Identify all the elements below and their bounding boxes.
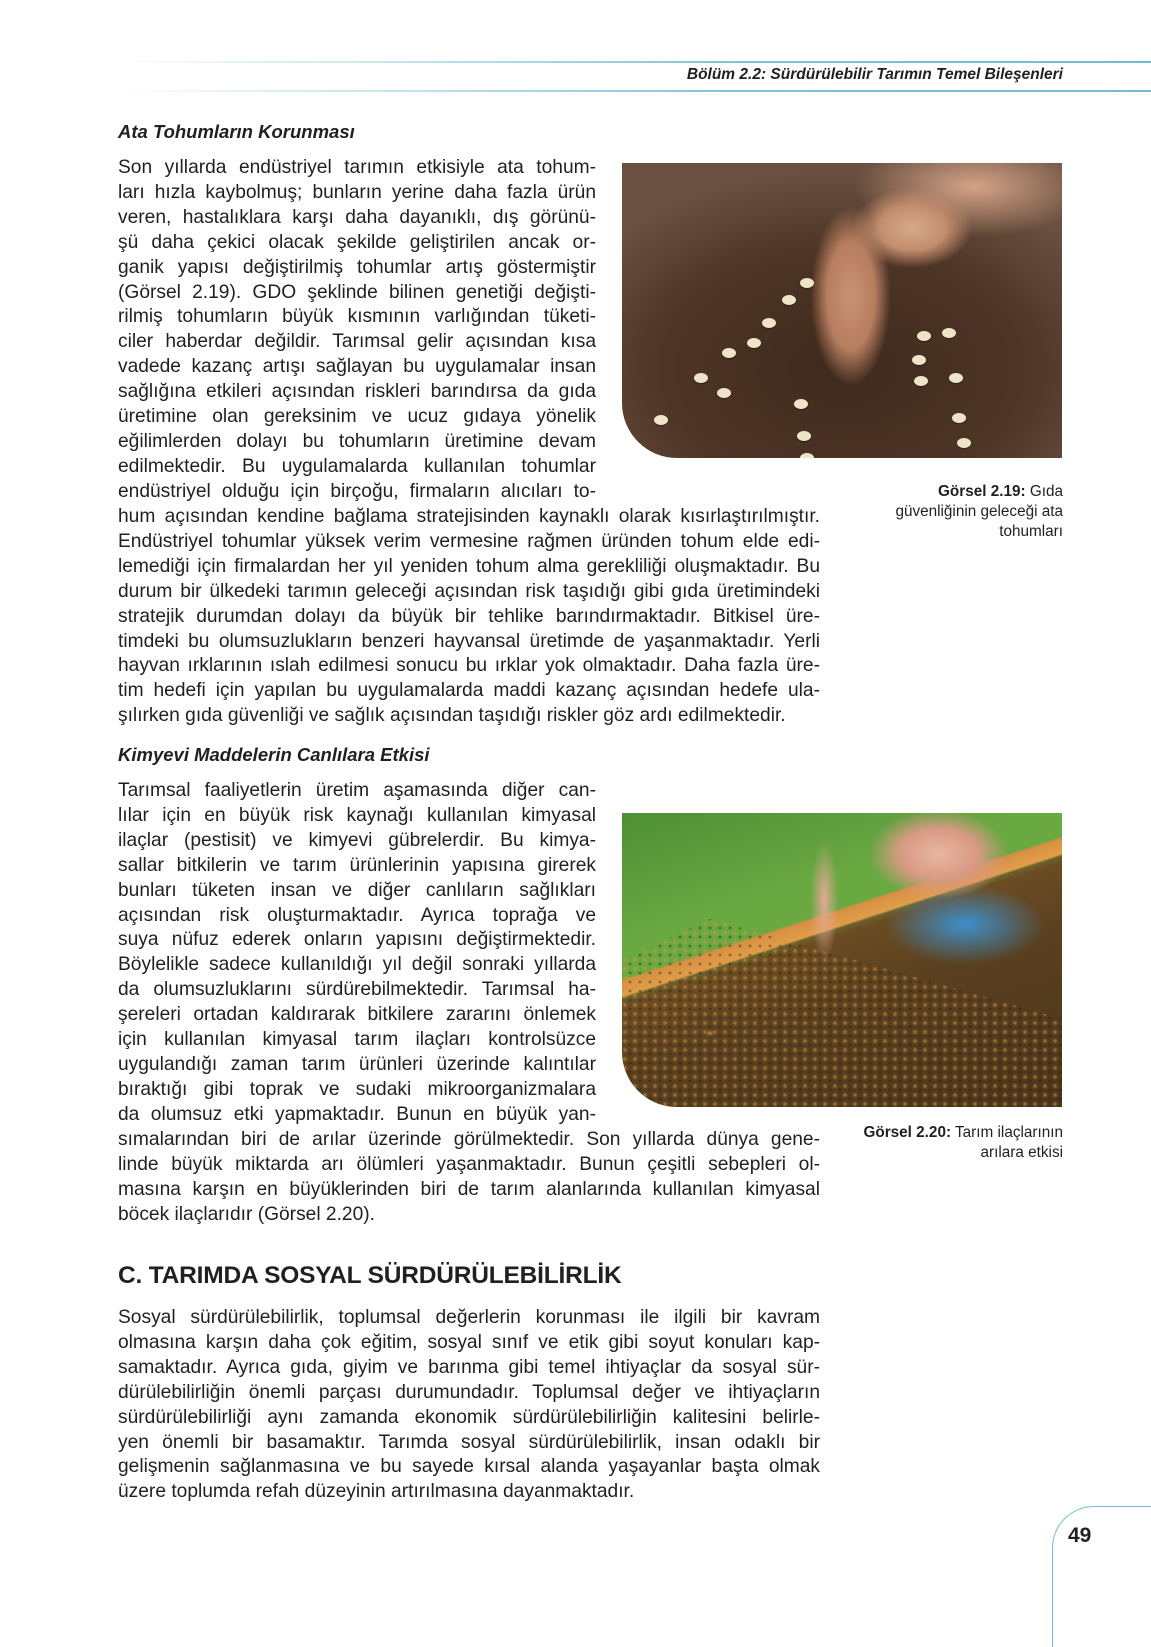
header-rule-top <box>120 61 1151 63</box>
text-line: ganik yapısı değiştirilmiş tohumlar artış göstermiştir <box>118 256 596 278</box>
section1-paragraph-wide <box>118 505 820 729</box>
text-line: hum açısından kendine bağlama stratejisinden kaynaklı olarak kısırlaştırılmıştır. <box>118 506 820 527</box>
caption-text: arılara etkisi <box>980 1144 1063 1161</box>
section-heading-ata-tohumlar: Ata Tohumların Korunması <box>118 121 355 142</box>
text-line: vadede kazanç artışı sağlayan bu uygulamalar insan <box>118 356 596 378</box>
text-line: Tarımsal faaliyetlerin üretim aşamasında diğer can- <box>118 780 596 801</box>
text-line: Son yıllarda endüstriyel tarımın etkisiyle ata tohum- <box>118 157 596 178</box>
header-rule-bottom <box>120 90 1151 92</box>
text-line: bunları tüketen insan ve diğer canlıların sağlıkları <box>118 879 596 901</box>
text-line: Böylelikle sadece kullanıldığı yıl değil sonraki yıllarda <box>118 954 596 976</box>
text-line: tim hedefi için yapılan bu uygulamalarda maddi kazanç açısından hedefe ula- <box>118 680 820 702</box>
bees-texture <box>622 813 1062 1107</box>
text-line: masına karşın en büyüklerinden biri de tarım alanlarında kullanılan kimyasal <box>118 1178 820 1200</box>
text-line: linde büyük miktarda arı ölümleri yaşanmaktadır. Bunun çeşitli sebepleri ol- <box>118 1153 820 1175</box>
text-line: gelişmenin sağlanmasına ve bu sayede kırsal alanda yaşayanlar başta olmak <box>118 1456 820 1478</box>
page-number-frame <box>1052 1506 1151 1647</box>
text-line: sağlığına etkileri açısından riskleri barındırsa da gıda <box>118 381 596 403</box>
text-line: için kullanılan kimyasal tarım ilaçları kontrolsüzce <box>118 1029 596 1051</box>
figure-2-20-bees-image <box>622 813 1062 1107</box>
text-line: timdeki bu olumsuzlukların benzeri hayvansal üretimde de yaşanmaktadır. Yerli <box>118 630 820 652</box>
text-line: şü daha çekici olacak şekilde geliştirilen ancak or- <box>118 231 596 253</box>
section3-paragraph <box>118 1306 820 1505</box>
text-line: stratejik durumdan dolayı da büyük bir tehlike barındırmaktadır. Bitkisel üre- <box>118 605 820 627</box>
text-line: ilaçlar (pestisit) ve kimyevi gübrelerdir. Bu kimya- <box>118 829 596 851</box>
section-title-sosyal-surdurulebilirlik: C. TARIMDA SOSYAL SÜRDÜRÜLEBİLİRLİK <box>118 1262 622 1289</box>
chapter-title: Bölüm 2.2: Sürdürülebilir Tarımın Temel Bileşenleri <box>686 66 1063 83</box>
page-number: 49 <box>1068 1524 1092 1547</box>
text-line: edilmektedir. Bu uygulamalarda kullanılan tohumlar <box>118 455 596 477</box>
section1-paragraph-narrow <box>118 156 596 505</box>
text-line: suya nüfuz ederek onların yapısını değiştirmektedir. <box>118 929 596 951</box>
caption-label: Görsel 2.19: <box>938 483 1026 500</box>
text-line: dürülebilirliğin önemli parçası durumundadır. Toplumsal değer ve ihtiyaçların <box>118 1381 820 1403</box>
text-line: endüstriyel olduğu için birçoğu, firmaların alıcıları to- <box>118 480 596 502</box>
caption-text: tohumları <box>999 523 1063 540</box>
text-line: üzere toplumda refah düzeyinin artırılmasına dayanmaktadır. <box>118 1481 635 1503</box>
text-line: şılırken gıda güvenliği ve sağlık açısından taşıdığı riskler göz ardı edilmektedir. <box>118 705 786 727</box>
text-line: şereleri ortadan kaldırarak bitkilere zararını önlemek <box>118 1004 596 1026</box>
text-line: yen önemli bir basamaktır. Tarımda sosyal sürdürülebilirlik, insan odaklı bir <box>118 1431 820 1453</box>
text-line: da olumsuzluklarını sürdürebilmektedir. Tarımsal ha- <box>118 979 596 1001</box>
text-line: veren, hastalıklara karşı daha dayanıklı, dış görünü- <box>118 206 596 228</box>
text-line: rilmiş tohumların büyük kısmının varlığından tüketi- <box>118 306 596 328</box>
caption-label: Görsel 2.20: <box>863 1124 952 1141</box>
text-line: ciler haberdar değildir. Tarımsal gelir açısından kısa <box>118 331 596 353</box>
section2-paragraph-wide <box>118 1128 820 1228</box>
text-line: lemediği için firmalardan her yıl yeniden tohum alma gerekliliği oluşmaktadır. Bu <box>118 555 820 577</box>
text-line: olmasına karşın daha çok eğitim, sosyal sınıf ve etik gibi soyut konuları kap- <box>118 1331 820 1353</box>
text-line: durum bir ülkedeki tarımın geleceği açısından risk taşıdığı gibi gıda üretimindeki <box>118 580 820 602</box>
text-line: sımalarından biri de arılar üzerinde görülmektedir. Son yıllarda dünya gene- <box>118 1129 820 1150</box>
caption-text: Tarım ilaçlarının <box>955 1124 1063 1141</box>
text-line: bıraktığı gibi toprak ve sudaki mikroorganizmalara <box>118 1078 596 1100</box>
text-line: lılar için en büyük risk kaynağı kullanılan kimyasal <box>118 804 596 826</box>
figure-2-19-caption <box>895 482 1063 542</box>
text-line: böcek ilaçlarıdır (Görsel 2.20). <box>118 1203 375 1225</box>
caption-text: Gıda <box>1029 483 1063 500</box>
figure-2-19-seed-planting-image <box>622 163 1062 458</box>
caption-text: güvenliğinin geleceği ata <box>895 503 1063 520</box>
section2-paragraph-narrow <box>118 779 596 1128</box>
text-line: Endüstriyel tohumlar yüksek verim vermesine rağmen üründen tohum elde edi- <box>118 530 820 552</box>
text-line: hayvan ırklarının ıslah edilmesi sonucu bu ırklar yok olmaktadır. Daha fazla üre- <box>118 655 820 677</box>
text-line: Sosyal sürdürülebilirlik, toplumsal değerlerin korunması ile ilgili bir kavram <box>118 1307 820 1328</box>
text-line: açısından risk oluşturmaktadır. Ayrıca toprağa ve <box>118 904 596 926</box>
text-line: ları hızla kaybolmuş; bunların yerine daha fazla ürün <box>118 181 596 203</box>
text-line: da olumsuz etki yapmaktadır. Bunun en büyük yan- <box>118 1103 596 1125</box>
text-line: (Görsel 2.19). GDO şeklinde bilinen genetiği değişti- <box>118 281 596 303</box>
section-heading-kimyevi-maddeler: Kimyevi Maddelerin Canlılara Etkisi <box>118 744 430 765</box>
text-line: samaktadır. Ayrıca gıda, giyim ve barınma gibi temel ihtiyaçlar da sosyal sür- <box>118 1356 820 1378</box>
text-line: üretimine olan gereksinim ve ucuz gıdaya yönelik <box>118 406 596 428</box>
text-line: uygulandığı zaman tarım ürünleri üzerinde kalıntılar <box>118 1053 596 1075</box>
text-line: eğilimlerden dolayı bu tohumların üretimine devam <box>118 430 596 452</box>
figure-2-20-caption <box>863 1123 1063 1163</box>
text-line: sürdürülebilirliği aynı zamanda ekonomik sürdürülebilirliğin kalitesini belirle- <box>118 1406 820 1428</box>
text-line: sallar bitkilerin ve tarım ürünlerinin yapısına girerek <box>118 854 596 876</box>
